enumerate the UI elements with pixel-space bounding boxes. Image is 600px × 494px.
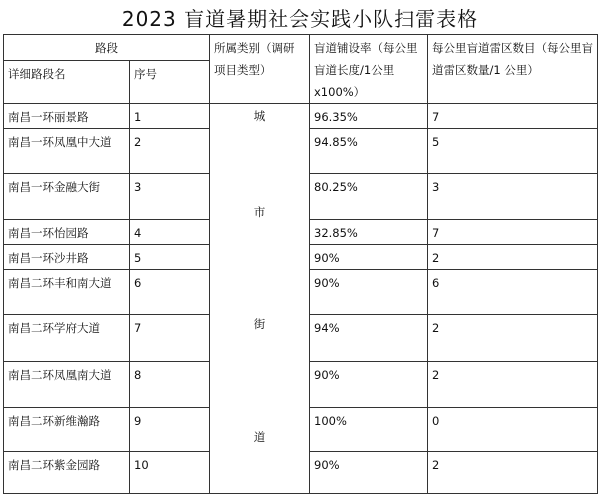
mines-cell: 7	[428, 220, 598, 245]
category-char: 市	[253, 205, 266, 219]
category-char: 街	[253, 317, 266, 331]
mines-cell: 7	[428, 104, 598, 129]
coverage-cell: 90%	[310, 245, 428, 270]
coverage-cell: 94.85%	[310, 129, 428, 174]
header-segment-group: 路段	[4, 35, 210, 61]
index-cell: 1	[130, 104, 210, 129]
mines-cell: 2	[428, 245, 598, 270]
coverage-cell: 90%	[310, 362, 428, 408]
category-char: 城	[253, 109, 266, 123]
index-cell: 9	[130, 408, 210, 452]
table-row	[4, 104, 598, 129]
mines-cell: 5	[428, 129, 598, 174]
index-cell: 5	[130, 245, 210, 270]
segment-name-cell: 南昌二环凤凰南大道	[4, 362, 130, 408]
index-cell: 2	[130, 129, 210, 174]
coverage-cell: 100%	[310, 408, 428, 452]
index-cell: 7	[130, 315, 210, 362]
index-cell: 6	[130, 270, 210, 315]
header-detail-name: 详细路段名	[4, 60, 130, 103]
header-coverage: 盲道铺设率（每公里盲道长度/1公里 x100%）	[310, 35, 428, 104]
mines-cell: 2	[428, 452, 598, 494]
segment-name-cell: 南昌二环学府大道	[4, 315, 130, 362]
index-cell: 10	[130, 452, 210, 494]
index-cell: 8	[130, 362, 210, 408]
mines-cell: 2	[428, 362, 598, 408]
survey-table	[3, 34, 598, 494]
coverage-cell: 96.35%	[310, 104, 428, 129]
segment-name-cell: 南昌二环丰和南大道	[4, 270, 130, 315]
mines-cell: 0	[428, 408, 598, 452]
mines-cell: 3	[428, 174, 598, 220]
index-cell: 4	[130, 220, 210, 245]
segment-name-cell: 南昌二环紫金园路	[4, 452, 130, 494]
segment-name-cell: 南昌一环金融大街	[4, 174, 130, 220]
coverage-cell: 80.25%	[310, 174, 428, 220]
header-category: 所属类别（调研项目类型）	[210, 35, 310, 104]
segment-name-cell: 南昌一环怡园路	[4, 220, 130, 245]
category-cell	[210, 104, 310, 494]
coverage-cell: 32.85%	[310, 220, 428, 245]
mines-cell: 6	[428, 270, 598, 315]
segment-name-cell: 南昌一环丽景路	[4, 104, 130, 129]
coverage-cell: 94%	[310, 315, 428, 362]
page-title: 2023 盲道暑期社会实践小队扫雷表格	[121, 6, 479, 31]
index-cell: 3	[130, 174, 210, 220]
header-mines: 每公里盲道雷区数目（每公里盲道雷区数量/1 公里）	[428, 35, 598, 104]
coverage-cell: 90%	[310, 452, 428, 494]
segment-name-cell: 南昌一环沙井路	[4, 245, 130, 270]
coverage-cell: 90%	[310, 270, 428, 315]
mines-cell: 2	[428, 315, 598, 362]
segment-name-cell: 南昌二环新维瀚路	[4, 408, 130, 452]
category-char: 道	[253, 430, 266, 444]
header-row-1	[4, 35, 598, 61]
header-index: 序号	[130, 60, 210, 103]
segment-name-cell: 南昌一环凤凰中大道	[4, 129, 130, 174]
